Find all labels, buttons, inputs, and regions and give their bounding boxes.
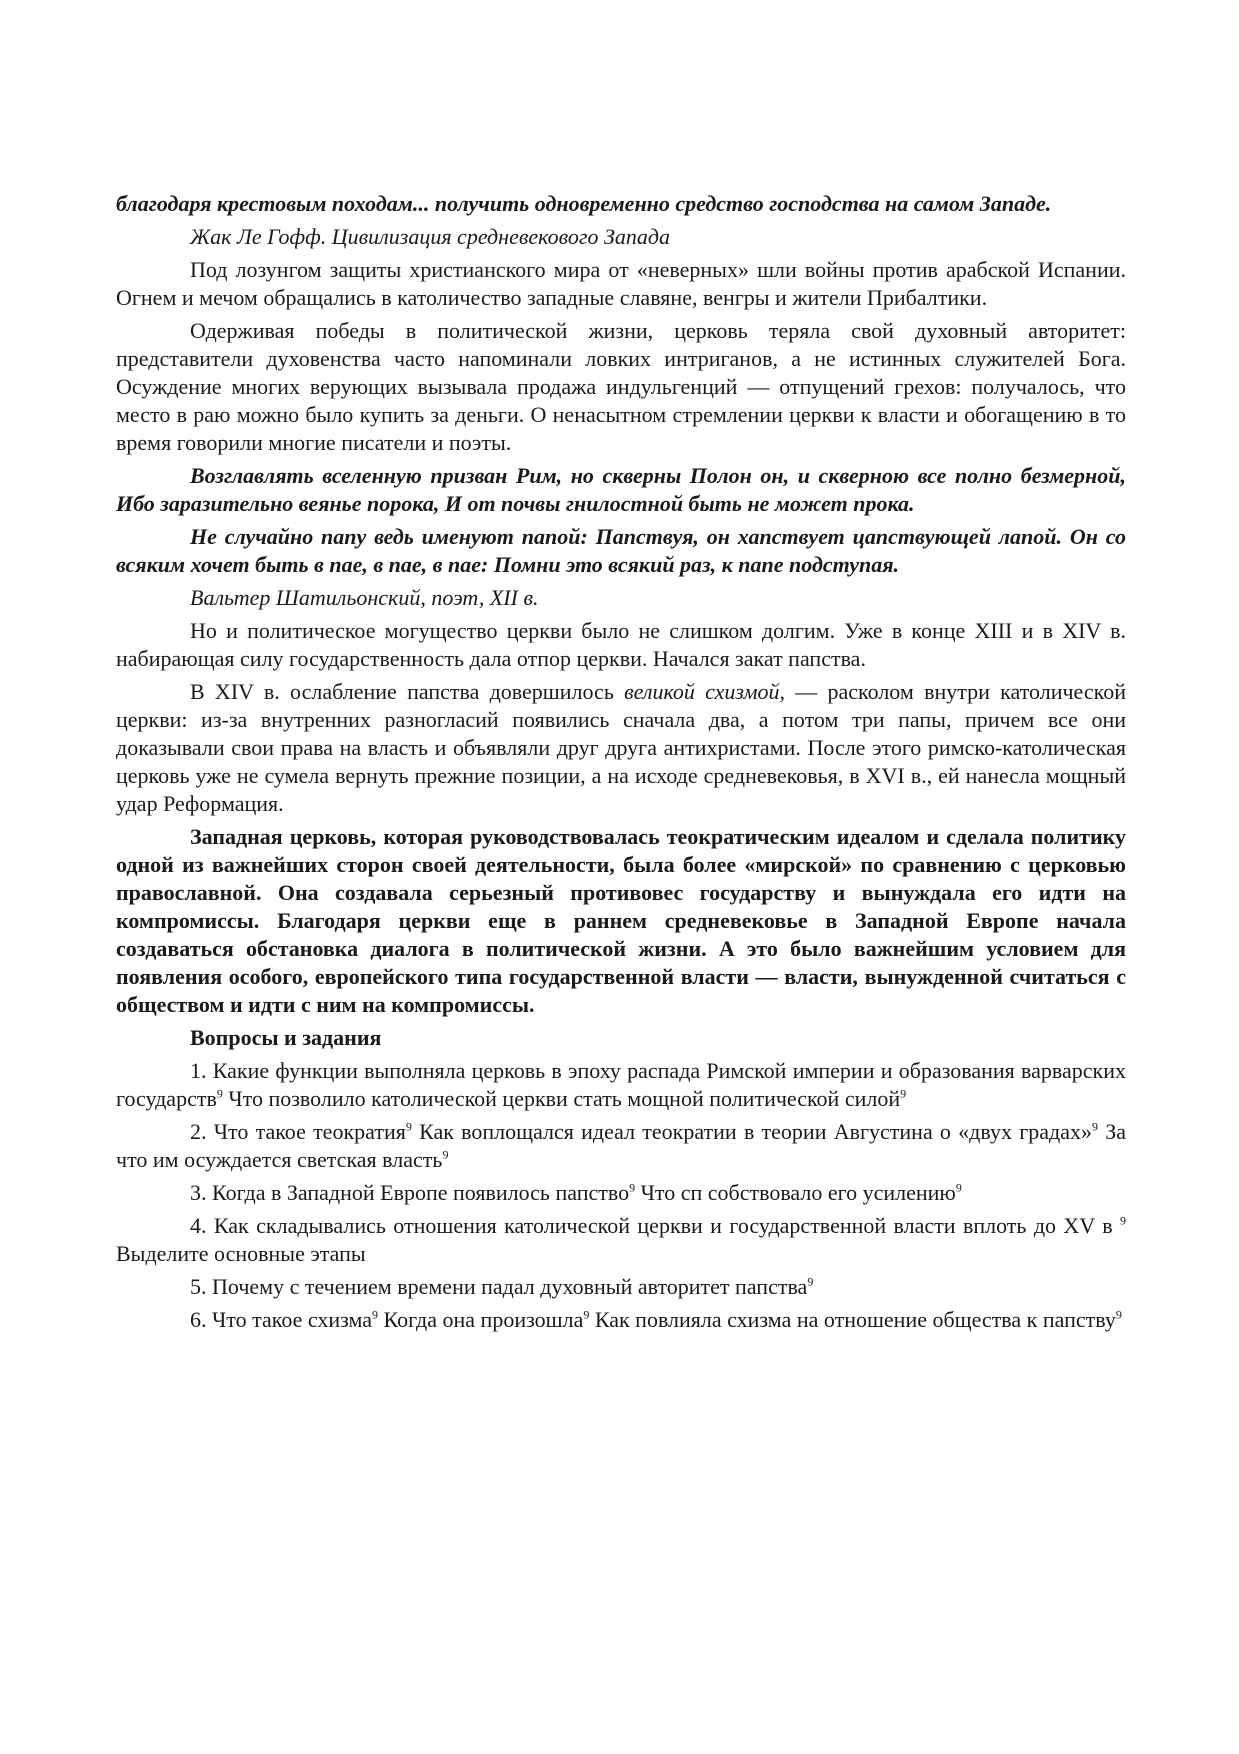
body-paragraph-authority: Одерживая победы в политической жизни, церковь теряла свой духовный авторитет: представители духовенства часто напоминали ловких интриганов, а не истинных служителей Бога. Осуждение многих верующих вызывала продажа индульгенций — отпущений грехов: получалось, что место в раю можно было купить за деньги. О ненасытном стремлении церкви к власти и обогащению в то время говорили многие писатели и поэты.	[116, 318, 1126, 455]
question-item	[116, 1118, 1126, 1174]
questions-list	[116, 1057, 1126, 1334]
superscript-mark: 9	[900, 1086, 907, 1101]
question-text: За что им осуждается светская власть	[116, 1119, 1126, 1172]
poem-stanza-1: Возглавлять вселенную призван Рим, но скверны Полон он, и скверною все полно безмерной, Ибо заразительно веянье порока, И от почвы гнилостной быть не может прока.	[116, 463, 1126, 516]
poem-attribution: Вальтер Шатильонский, поэт, XII в.	[190, 585, 539, 610]
question-item	[116, 1057, 1126, 1113]
question-text: Что сп собствовало его усилению	[635, 1180, 956, 1205]
question-text: Выделите основные этапы	[116, 1241, 366, 1266]
quote-fragment: благодаря крестовым походам... получить одновременно средство господства на самом Западе.	[116, 191, 1052, 216]
superscript-mark: 9	[372, 1307, 379, 1322]
poem-stanza-2: Не случайно папу ведь именуют папой: Папствуя, он хапствует цапствующей лапой. Он со всяким хочет быть в пае, в пае, в пае: Помни это всякий раз, к папе подступая.	[116, 524, 1126, 577]
superscript-mark: 9	[1120, 1213, 1126, 1228]
superscript-mark: 9	[955, 1180, 962, 1195]
question-text: 5. Почему с течением времени падал духовный авторитет папства	[190, 1274, 808, 1299]
question-text: Когда она произошла	[378, 1307, 584, 1332]
question-text: 4. Как складывались отношения католической церкви и государственной власти вплоть до XV в	[190, 1213, 1120, 1238]
question-item	[116, 1179, 1126, 1207]
superscript-mark: 9	[405, 1119, 412, 1134]
body-paragraph-schism	[116, 678, 1126, 818]
question-text: Как повлияла схизма на отношение общества к папству	[589, 1307, 1116, 1332]
superscript-mark: 9	[583, 1307, 590, 1322]
question-item	[116, 1273, 1126, 1301]
body-paragraph-crusades: Под лозунгом защиты христианского мира от «неверных» шли войны против арабской Испании. Огнем и мечом обращались в католичество западные славяне, венгры и жители Прибалтики.	[116, 257, 1126, 310]
question-text: Как воплощался идеал теократии в теории Августина о «двух градах»	[411, 1119, 1092, 1144]
summary-paragraph: Западная церковь, которая руководствовалась теократическим идеалом и сделала политику одной из важнейших сторон своей деятельности, была более «мирской» по сравнению с церковью православной. Она создавала серьезный противовес государству и вынуждала его идти на компромиссы. Благодаря церкви еще в раннем средневековье в Западной Европе начала создаваться обстановка диалога в политической жизни. А это было важнейшим условием для появления особого, европейского типа государственной власти — власти, вынужденной считаться с обществом и идти с ним на компромиссы.	[116, 824, 1126, 1017]
question-item	[116, 1212, 1126, 1268]
question-text: 1. Какие функции выполняла церковь в эпоху распада Римской империи и образования варварских государств	[116, 1058, 1126, 1111]
question-text: 3. Когда в Западной Европе появилось папство	[190, 1180, 630, 1205]
question-text: Что позволило католической церкви стать мощной политической силой	[222, 1086, 901, 1111]
body-paragraph-decline: Но и политическое могущество церкви было не слишком долгим. Уже в конце XIII и в XIV в. набирающая силу государственность дала отпор церкви. Начался закат папства.	[116, 618, 1126, 671]
document-page	[116, 190, 1126, 1339]
superscript-mark: 9	[807, 1274, 814, 1289]
quote-attribution-le-goff: Жак Ле Гофф. Цивилизация средневекового Запада	[190, 224, 670, 249]
superscript-mark: 9	[629, 1180, 636, 1195]
superscript-mark: 9	[216, 1086, 223, 1101]
superscript-mark: 9	[1115, 1307, 1122, 1322]
superscript-mark: 9	[1091, 1119, 1098, 1134]
superscript-mark: 9	[442, 1147, 449, 1162]
question-text: 2. Что такое теократия	[190, 1119, 406, 1144]
question-item	[116, 1306, 1126, 1334]
schism-text-before: В XIV в. ослабление папства довершилось	[190, 679, 625, 704]
question-text: 6. Что такое схизма	[190, 1307, 373, 1332]
schism-text-after: — расколом внутри католической церкви: из-за внутренних разногласий появились сначала два, а потом три папы, причем все они доказывали свои права на власть и объявляли друг друга антихристами. После этого римско-католическая церковь уже не сумела вернуть прежние позиции, а на исходе средневековья, в XVI в., ей нанесла мощный удар Реформация.	[116, 679, 1126, 816]
questions-heading: Вопросы и задания	[190, 1025, 382, 1050]
schism-term: великой схизмой,	[624, 679, 785, 704]
